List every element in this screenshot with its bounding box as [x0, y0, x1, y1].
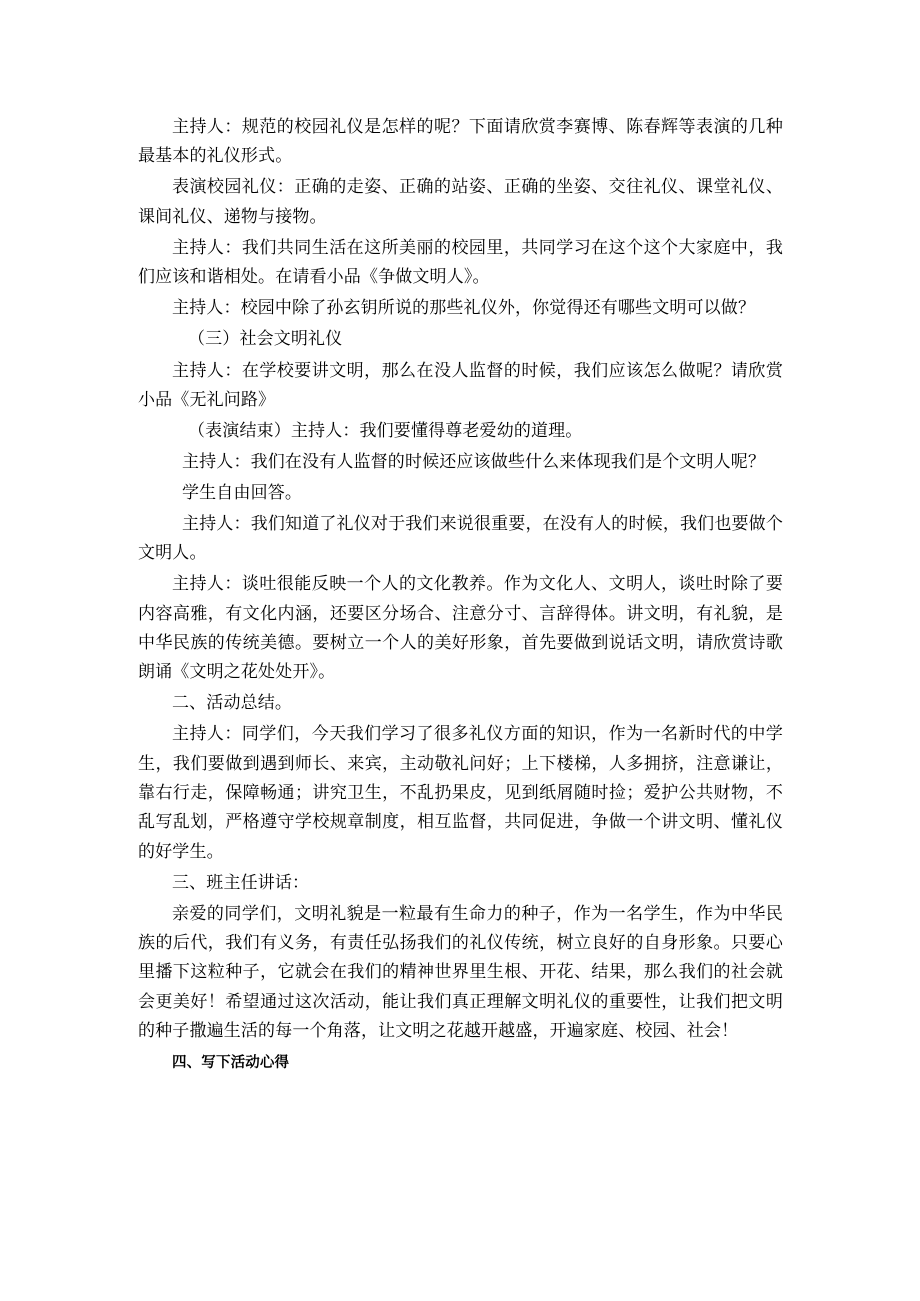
section-heading-summary: 二、活动总结。	[172, 693, 293, 714]
section-heading-social-etiquette: （三）社会文明礼仪	[188, 329, 343, 350]
paragraph-15: 亲爱的同学们，文明礼貌是一粒最有生命力的种子，作为一名学生，作为中华民族的后代，我们有义务，有责任弘扬我们的礼仪传统，树立良好的自身形象。只要心里播下这粒种子，它就会在我们的精神世界里生根、开花、结果，那么我们的社会就会更美好！希望通过这次活动，能让我们真正理解文明礼仪的重要性，让我们把文明的种子撒遍生活的每一个角落，让文明之花越开越盛，开遍家庭、校园、社会！	[138, 903, 783, 1042]
paragraph-11: 主持人：谈吐很能反映一个人的文化教养。作为文化人、文明人，谈吐时除了要内容高雅，有文化内涵，还要区分场合、注意分寸、言辞得体。讲文明，有礼貌，是中华民族的传统美德。要树立一个人的美好形象，首先要做到说话文明，请欣赏诗歌朗诵《文明之花处处开》。	[138, 574, 783, 683]
paragraph-7: （表演结束）主持人：我们要懂得尊老爱幼的道理。	[188, 421, 583, 442]
section-heading-teacher-speech: 三、班主任讲话：	[172, 872, 310, 893]
paragraph-13: 主持人：同学们，今天我们学习了很多礼仪方面的知识，作为一名新时代的中学生，我们要做到遇到师长、来宾，主动敬礼问好；上下楼梯，人多拥挤，注意谦让，靠右行走，保障畅通；讲究卫生，不乱扔果皮，见到纸屑随时捡；爱护公共财物，不乱写乱划，严格遵守学校规章制度，相互监督，共同促进，争做一个讲文明、懂礼仪的好学生。	[138, 724, 783, 862]
paragraph-9: 学生自由回答。	[182, 482, 303, 503]
paragraph-4: 主持人：校园中除了孙玄钥所说的那些礼仪外，你觉得还有哪些文明可以做？	[172, 297, 756, 318]
section-heading-reflections: 四、写下活动心得	[172, 1054, 290, 1071]
paragraph-3: 主持人：我们共同生活在这所美丽的校园里，共同学习在这个这个大家庭中，我们应该和谐相处。在请看小品《争做文明人》。	[138, 237, 783, 288]
paragraph-2: 表演校园礼仪：正确的走姿、正确的站姿、正确的坐姿、交往礼仪、课堂礼仪、课间礼仪、递物与接物。	[138, 177, 783, 227]
paragraph-6: 主持人：在学校要讲文明，那么在没人监督的时候，我们应该怎么做呢？请欣赏小品《无礼问路》	[138, 360, 783, 411]
document-body	[138, 113, 783, 1075]
paragraph-10: 主持人：我们知道了礼仪对于我们来说很重要，在没有人的时候，我们也要做个文明人。	[138, 513, 783, 564]
paragraph-1: 主持人：规范的校园礼仪是怎样的呢？下面请欣赏李赛博、陈春辉等表演的几种最基本的礼仪形式。	[138, 117, 783, 167]
paragraph-8: 主持人：我们在没有人监督的时候还应该做些什么来体现我们是个文明人呢？	[182, 451, 766, 472]
